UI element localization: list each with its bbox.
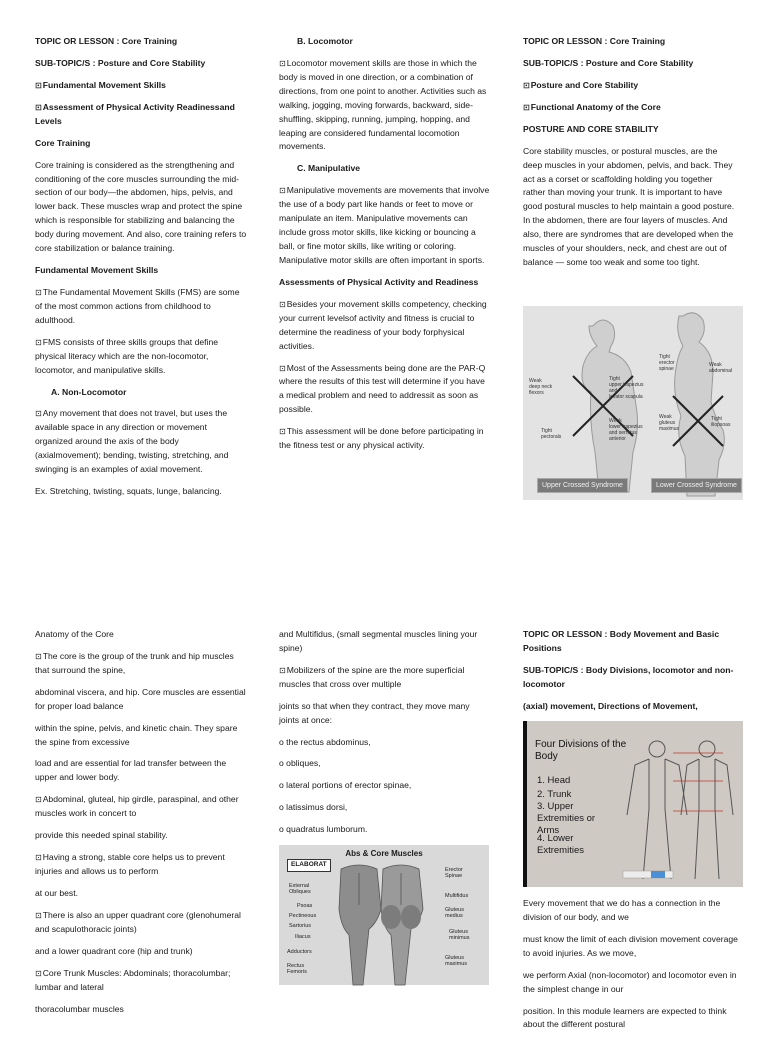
- paragraph: ⊡FMS consists of three skills groups that define physical literacy which are the non-locomotor, locomotor, and manipulative skills.: [35, 336, 218, 375]
- paragraph: within the spine, pelvis, and kinetic chain. They spare the spine from excessive: [35, 722, 238, 747]
- paragraph: ⊡The core is the group of the trunk and hip muscles that surround the spine,: [35, 650, 234, 675]
- paragraph: thoracolumbar muscles: [35, 1003, 124, 1014]
- body-silhouettes-illustration: [523, 306, 743, 500]
- subsection-heading: A. Non-Locomotor: [51, 386, 127, 397]
- bullet-icon: ⊡: [279, 363, 286, 373]
- list-item: o obliques,: [279, 758, 321, 769]
- paragraph: joints so that when they contract, they move many joints at once:: [279, 700, 470, 725]
- paragraph: must know the limit of each division movement coverage to avoid injuries. As we move,: [523, 933, 738, 958]
- column-body-movement-text: [523, 897, 739, 1040]
- bullet-icon: ⊡: [279, 299, 286, 309]
- paragraph: position. In this module learners are expected to think about the different postural: [523, 1005, 727, 1030]
- label-tight-pectorals: Tight pectorals: [541, 428, 562, 440]
- lower-crossed-label: Lower Crossed Syndrome: [651, 478, 742, 493]
- bullet-icon: ⊡: [279, 186, 286, 196]
- subsection-heading: C. Manipulative: [297, 163, 361, 174]
- abs-core-muscles-figure: [279, 845, 489, 985]
- label-gluteus-medius: Gluteus medius: [445, 907, 464, 920]
- paragraph: provide this needed spinal stability.: [35, 830, 168, 841]
- paragraph: ⊡Abdominal, gluteal, hip girdle, paraspinal, and other muscles work in concert to: [35, 794, 239, 819]
- paragraph: at our best.: [35, 888, 78, 898]
- section-heading: Fundamental Movement Skills: [35, 265, 159, 276]
- division-item: 4. Lower Extremities: [537, 833, 584, 856]
- subtopic-title: SUB-TOPIC/S : Posture and Core Stability: [523, 57, 694, 68]
- label-weak-deep-neck: Weak deep neck flexors: [529, 378, 553, 396]
- bullet-icon: ⊡: [35, 337, 42, 347]
- subtopic-continued: (axial) movement, Directions of Movement,: [523, 700, 698, 711]
- section-heading: Anatomy of the Core: [35, 629, 114, 639]
- paragraph: ⊡Having a strong, stable core helps us to prevent injuries and allows us to perform: [35, 852, 225, 877]
- label-multifidus: Multifidus: [445, 893, 469, 899]
- division-item: 1. Head: [537, 775, 571, 786]
- paragraph: and a lower quadrant core (hip and trunk): [35, 945, 193, 956]
- list-item: ⊡Functional Anatomy of the Core: [523, 101, 661, 112]
- division-item: 2. Trunk: [537, 789, 572, 800]
- crossed-syndrome-figure: [523, 306, 743, 500]
- bullet-icon: ⊡: [279, 665, 286, 675]
- division-item: 3. Upper Extremities or Arms: [537, 801, 596, 836]
- paragraph: ⊡The Fundamental Movement Skills (FMS) are some of the most common actions from childhood to adulthood.: [35, 286, 240, 325]
- paragraph: Core stability muscles, or postural muscles, are the deep muscles in your abdomen, pelvis, and back. They act as a corset or scaffolding holding you together rather than moving your trunk. It is important to have good postural muscles to help maintain a good posture. In the abdomen, there are four layers of muscles. And also, there are syndromes that are developed when the muscles of your shoulders, neck, and chest are out of balance — some too weak and some too tight.: [523, 145, 735, 268]
- bullet-icon: ⊡: [35, 651, 42, 661]
- label-external-obliques: External Obliques: [289, 883, 311, 896]
- upper-crossed-label: Upper Crossed Syndrome: [537, 478, 628, 493]
- subsection-heading: B. Locomotor: [297, 36, 353, 46]
- paragraph: ⊡Mobilizers of the spine are the more superficial muscles that cross over multiple: [279, 664, 465, 689]
- paragraph: ⊡Locomotor movement skills are those in which the body is moved in one direction, or a combination of directions, from one point to another. Activities such as walking, jogging, moving forwards, backward, side- shuffling, skipping, running, jumping, hopping, and leaping are considered fundamental locomotion movements.: [279, 57, 487, 152]
- label-erector-spinae: Erector Spinae: [445, 867, 463, 880]
- paragraph: we perform Axial (non-locomotor) and locomotor even in the simplest change in our: [523, 969, 737, 994]
- label-weak-gluteus: Weak gluteus maximus: [659, 414, 680, 432]
- label-tight-erector: Tight erector spinae: [659, 354, 675, 372]
- figure-title: Abs & Core Muscles: [345, 849, 423, 858]
- paragraph: ⊡This assessment will be done before participating in the fitness test or any physical activity.: [279, 426, 484, 451]
- section-heading: POSTURE AND CORE STABILITY: [523, 123, 659, 134]
- paragraph: abdominal viscera, and hip. Core muscles are essential for proper load balance: [35, 686, 246, 711]
- label-iliacus: Iliacus: [295, 934, 311, 940]
- label-sartorius: Sartorius: [289, 923, 312, 929]
- bullet-icon: ⊡: [279, 58, 286, 68]
- paragraph: ⊡Most of the Assessments being done are the PAR-Q where the results of this test will determine if you have a medical problem and need to addressit as soon as possible.: [279, 362, 486, 415]
- subtopic-title: SUB-TOPIC/S : Body Divisions, locomotor and non-locomotor: [523, 664, 734, 689]
- subtopic-title: SUB-TOPIC/S : Posture and Core Stability: [35, 57, 206, 68]
- label-adductors: Adductors: [287, 949, 312, 955]
- paragraph: ⊡Besides your movement skills competency, checking your current levelsof activity and fitness is crucial to determine the readiness of your body forphysical activities.: [279, 298, 487, 351]
- column-anatomy: [35, 628, 247, 1025]
- label-tight-upper-trapezius: Tight upper trapezius and levator scapula: [609, 376, 644, 400]
- bullet-icon: ⊡: [35, 409, 42, 419]
- bullet-icon: ⊡: [279, 427, 286, 437]
- paragraph: ⊡Core Trunk Muscles: Abdominals; thoracolumbar; lumbar and lateral: [35, 967, 231, 992]
- list-item: o the rectus abdominus,: [279, 736, 371, 747]
- label-rectus-femoris: Rectus Femoris: [287, 963, 307, 976]
- topic-title: TOPIC OR LESSON : Body Movement and Basic Positions: [523, 629, 720, 653]
- column-movement-skills: [279, 35, 491, 461]
- list-item: ⊡Assessment of Physical Activity Readinessand Levels: [35, 101, 235, 126]
- list-item: ⊡Fundamental Movement Skills: [35, 79, 166, 90]
- bullet-icon: ⊡: [35, 795, 42, 805]
- paragraph: Ex. Stretching, twisting, squats, lunge, balancing.: [35, 486, 222, 497]
- label-gluteus-minimus: Gluteus minimus: [449, 929, 470, 942]
- bullet-icon: ⊡: [35, 910, 42, 920]
- bullet-icon: ⊡: [35, 968, 42, 978]
- column-core-training: [35, 35, 247, 507]
- bullet-icon: ⊡: [35, 80, 42, 90]
- four-divisions-figure: [523, 721, 743, 887]
- bullet-icon: ⊡: [35, 853, 42, 863]
- label-gluteus-maximus: Gluteus maximus: [445, 955, 468, 968]
- column-body-movement: [523, 628, 739, 722]
- list-item: o latissimus dorsi,: [279, 802, 348, 813]
- label-psoas: Psoas: [297, 903, 313, 909]
- paragraph: Core training is considered as the strengthening and conditioning of the core muscles surrounding the mid-section of our body—the abdomen, hips, pelvis, and lower back. These muscles wrap and protect the spine which is responsible for stabilizing and balancing the body during movement. And also, core training refers to core stabilization or balance training.: [35, 159, 247, 254]
- bullet-icon: ⊡: [35, 102, 42, 112]
- section-heading: Assessments of Physical Activity and Readiness: [279, 276, 479, 287]
- paragraph: Every movement that we do has a connection in the division of our body, and we: [523, 898, 721, 922]
- column-posture: [523, 35, 735, 278]
- section-heading: Core Training: [35, 137, 91, 148]
- bullet-icon: ⊡: [523, 102, 530, 112]
- bullet-icon: ⊡: [523, 80, 530, 90]
- figure-title: Four Divisions of the Body: [535, 739, 627, 762]
- paragraph: ⊡There is also an upper quadrant core (glenohumeral and scapulothoracic joints): [35, 909, 241, 934]
- topic-title: TOPIC OR LESSON : Core Training: [523, 36, 666, 46]
- column-mobilizers: [279, 628, 491, 845]
- list-item: ⊡Posture and Core Stability: [523, 79, 639, 90]
- label-weak-abdominal: Weak abdominal: [709, 362, 733, 374]
- label-weak-lower-trapezius: Weak lower trapezius and serratus anterior: [609, 418, 643, 442]
- paragraph: and Multifidus, (small segmental muscles lining your spine): [279, 629, 478, 653]
- body-outline-illustration: [523, 721, 743, 887]
- list-item: o lateral portions of erector spinae,: [279, 780, 412, 791]
- paragraph: ⊡Manipulative movements are movements that involve the use of a body part like hands or feet to move or manipulate an item. Manipulative movements can include gross motor skills, like kicking or bouncing a ball, or fine motor skills, like writing or coloring. Manipulative motor skills are often important in sports.: [279, 185, 490, 265]
- paragraph: load and are essential for lad transfer between the upper and lower body.: [35, 758, 227, 783]
- elaborat-badge: ELABORAT: [287, 859, 331, 872]
- label-tight-iliopsoas: Tight iliopsoas: [711, 416, 731, 428]
- topic-title: TOPIC OR LESSON : Core Training: [35, 36, 178, 46]
- paragraph: ⊡Any movement that does not travel, but uses the available space in any direction or movement organized around the axis of the body (axialmovement); bending, twisting, stretching, and swinging is an examples of axial movement.: [35, 408, 229, 475]
- bullet-icon: ⊡: [35, 287, 42, 297]
- list-item: o quadratus lumborum.: [279, 824, 368, 835]
- label-pectineous: Pectineous: [289, 913, 317, 919]
